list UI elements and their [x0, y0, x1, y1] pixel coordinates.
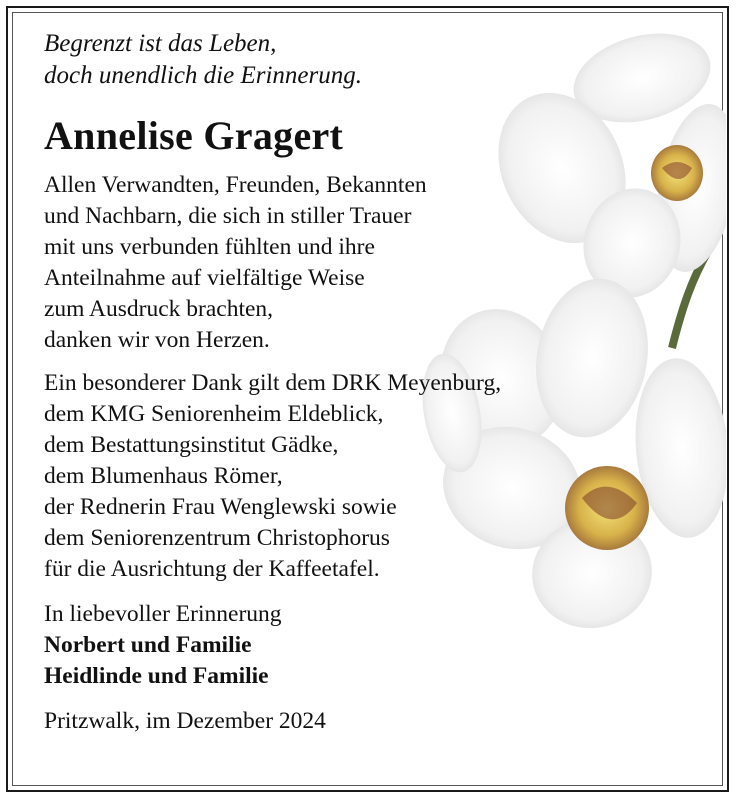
deceased-name: Annelise Gragert — [44, 113, 344, 158]
place-date: Pritzwalk, im Dezember 2024 — [44, 708, 326, 734]
family-name: Heidlinde und Familie — [44, 663, 269, 689]
special-thanks-line: dem KMG Seniorenheim Eldeblick, — [44, 401, 384, 427]
special-thanks-line: dem Blumenhaus Römer, — [44, 463, 283, 489]
notice-text — [44, 28, 684, 737]
memory-line: In liebevoller Erinnerung — [44, 601, 282, 627]
special-thanks-line: Ein besonderer Dank gilt dem DRK Meyenburg, — [44, 370, 502, 396]
motto-line: Begrenzt ist das Leben, — [44, 30, 277, 57]
family-name: Norbert und Familie — [44, 632, 252, 658]
special-thanks-line: dem Seniorenzentrum Christophorus — [44, 525, 390, 551]
special-thanks-paragraph — [44, 368, 684, 585]
thanks-line: und Nachbarn, die sich in stiller Trauer — [44, 203, 412, 229]
special-thanks-line: für die Ausrichtung der Kaffeetafel. — [44, 556, 380, 582]
thanks-line: danken wir von Herzen. — [44, 327, 270, 353]
motto — [44, 28, 684, 92]
motto-line: doch unendlich die Erinnerung. — [44, 62, 362, 89]
special-thanks-line: dem Bestattungsinstitut Gädke, — [44, 432, 339, 458]
thanks-line: zum Ausdruck brachten, — [44, 296, 274, 322]
special-thanks-line: der Rednerin Frau Wenglewski sowie — [44, 494, 397, 520]
thanks-line: mit uns verbunden fühlten und ihre — [44, 234, 375, 260]
thanks-paragraph — [44, 170, 684, 356]
thanks-line: Allen Verwandten, Freunden, Bekannten — [44, 172, 427, 198]
thanks-line: Anteilnahme auf vielfältige Weise — [44, 265, 365, 291]
closing-block — [44, 599, 684, 692]
